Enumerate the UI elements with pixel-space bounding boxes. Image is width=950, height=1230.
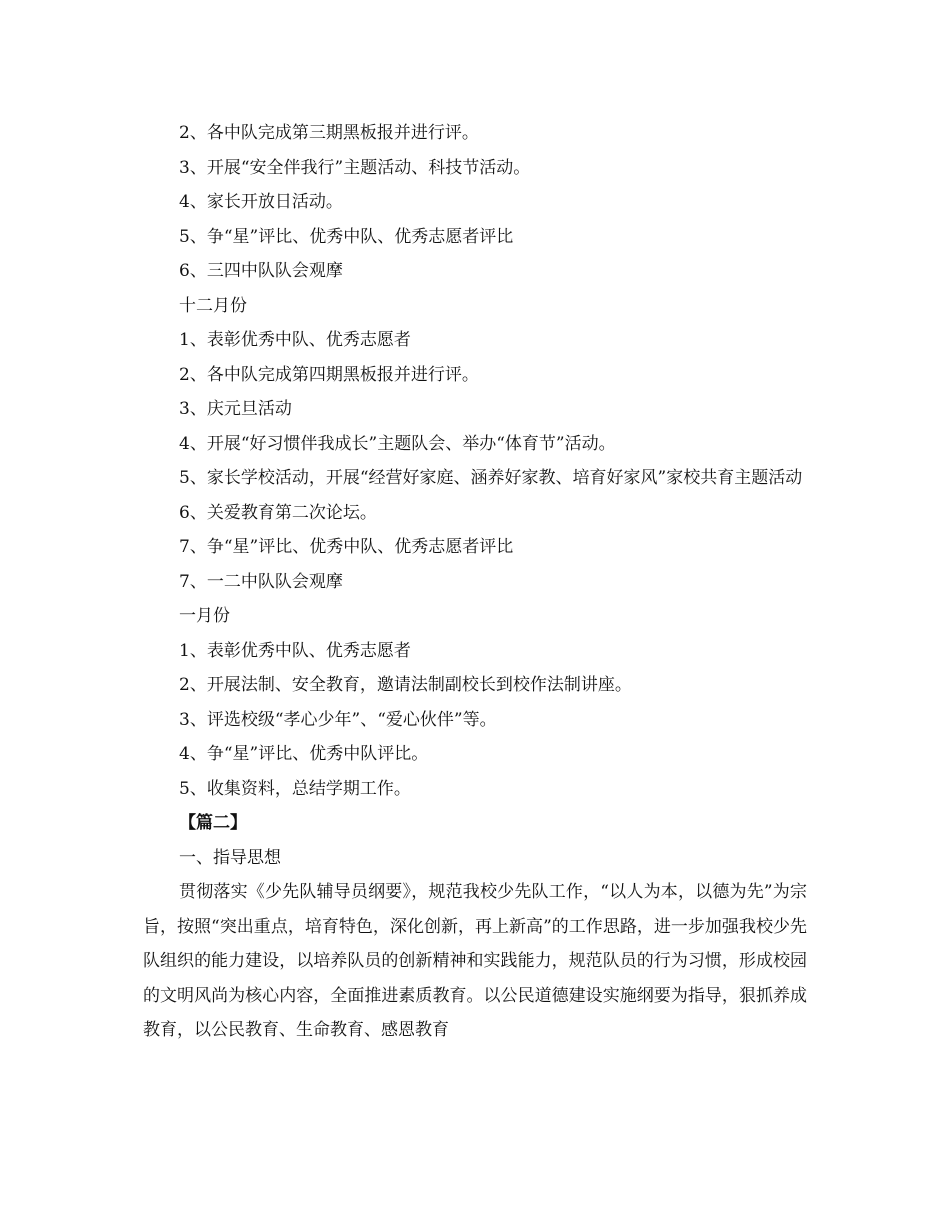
list-item: 5、争“星”评比、优秀中队、优秀志愿者评比 (179, 226, 514, 247)
list-item: 4、争“星”评比、优秀中队评比。 (179, 744, 429, 764)
list-item: 1、表彰优秀中队、优秀志愿者 (179, 330, 411, 350)
section-heading-part-two: 【篇二】 (179, 813, 247, 833)
list-item: 7、争“星”评比、优秀中队、优秀志愿者评比 (179, 537, 514, 557)
document-body (143, 116, 807, 1048)
list-item: 2、各中队完成第四期黑板报并进行评。 (179, 364, 479, 385)
list-item: 6、关爱教育第二次论坛。 (179, 502, 377, 523)
subsection-heading: 一、指导思想 (179, 847, 281, 868)
month-heading-january: 一月份 (179, 606, 230, 626)
list-item: 3、评选校级“孝心少年”、“爱心伙伴”等。 (179, 709, 497, 730)
list-item: 6、三四中队队会观摩 (179, 261, 343, 281)
month-heading-december: 十二月份 (179, 295, 247, 316)
list-item: 7、一二中队队会观摩 (179, 571, 343, 592)
list-item: 5、家长学校活动，开展“经营好家庭、涵养好家教、培育好家风”家校共育主题活动 (179, 468, 803, 488)
body-paragraph: 贯彻落实《少先队辅导员纲要》，规范我校少先队工作，“以人为本，以德为先”为宗旨，按照“突出重点，培育特色，深化创新，再上新高”的工作思路，进一步加强我校少先队组织的能力建设，以培养队员的创新精神和实践能力，规范队员的行为习惯，形成校园的文明风尚为核心内容，全面推进素质教育。以公民道德建设实施纲要为指导，狠抓养成教育，以公民教育、生命教育、感恩教育 (143, 882, 807, 1040)
list-item: 4、家长开放日活动。 (179, 192, 343, 212)
list-item: 5、收集资料，总结学期工作。 (179, 778, 411, 799)
list-item: 3、开展“安全伴我行”主题活动、科技节活动。 (179, 157, 531, 178)
list-item: 3、庆元旦活动 (179, 399, 292, 419)
list-item: 1、表彰优秀中队、优秀志愿者 (179, 640, 411, 661)
list-item: 4、开展“好习惯伴我成长”主题队会、举办“体育节”活动。 (179, 433, 616, 454)
list-item: 2、开展法制、安全教育，邀请法制副校长到校作法制讲座。 (179, 675, 632, 695)
list-item: 2、各中队完成第三期黑板报并进行评。 (179, 123, 479, 143)
